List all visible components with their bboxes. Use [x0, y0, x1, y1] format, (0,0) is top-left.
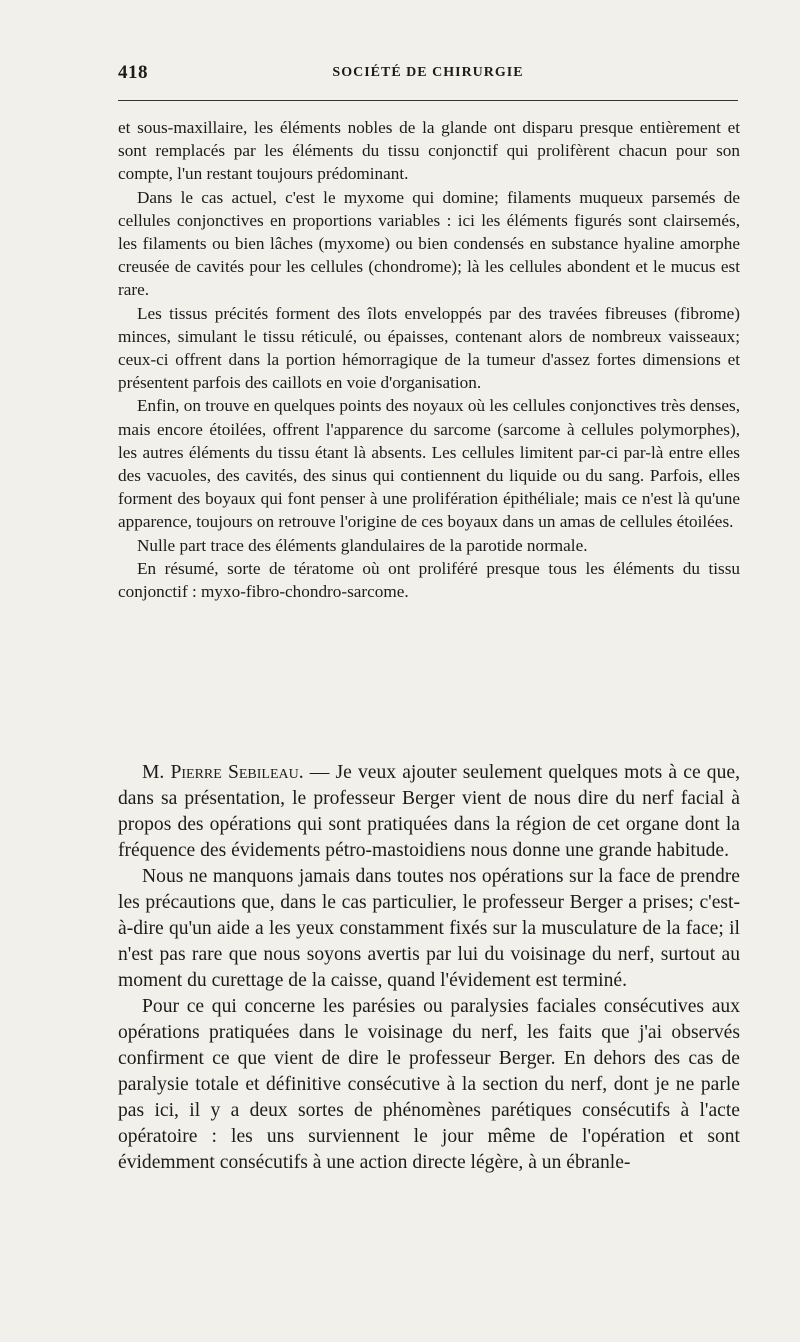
report-paragraph: Enfin, on trouve en quelques points des noyaux où les cellules conjonctives très denses, mais encore étoilées, offrent l'apparence du sarcome (sarcome à cellules polymorphes), les autres éléments du tissu étant là absents. Les cellules limitent par-ci par-là entre elles des vacuoles, des cavités, des sinus qui contiennent du liquide ou du sang. Parfois, elles forment des boyaux qui font penser à une prolifération épithéliale; mais ce n'est là qu'une apparence, toujours on retrouve l'origine de ces boyaux dans un amas de cellules étoilées.: [118, 396, 740, 532]
report-paragraph: En résumé, sorte de tératome où ont proliféré presque tous les éléments du tissu conjonctif : myxo-fibro-chondro-sarcome.: [118, 558, 740, 602]
report-paragraph: Les tissus précités forment des îlots enveloppés par des travées fibreuses (fibrome) minces, simulant le tissu réticulé, ou épaisses, contenant alors de nombreux vaisseaux; ceux-ci offrent dans la portion hémorragique de la tumeur d'assez fortes dimensions et présentent parfois des caillots en voie d'organisation.: [118, 303, 740, 393]
discussion-paragraph: Pour ce qui concerne les parésies ou paralysies faciales consécutives aux opérations pratiquées dans le voisinage du nerf, les faits que j'ai observés confirment ce que vient de dire le professeur Berger. En dehors des cas de paralysie totale et définitive consécutive à la section du nerf, dont je ne parle pas ici, il y a deux sortes de phénomènes parétiques consécutifs à l'acte opératoire : les uns surviennent le jour même de l'opération et sont évidemment consécutifs à une action directe légère, à un ébranle-: [118, 996, 740, 1173]
pathology-report: [118, 116, 740, 603]
report-paragraph: et sous-maxillaire, les éléments nobles de la glande ont disparu presque entièrement et sont remplacés par les éléments du tissu conjonctif qui prolifèrent chacun pour son compte, l'un restant toujours prédominant.: [118, 118, 740, 184]
report-paragraph: Dans le cas actuel, c'est le myxome qui domine; filaments muqueux parsemés de cellules conjonctives en proportions variables : ici les éléments figurés sont clairsemés, les filaments ou bien lâches (myxome) ou bien condensés en substance hyaline amorphe creusée de cavités pour les cellules (chondrome); là les cellules abondent et le mucus est rare.: [118, 187, 740, 300]
header-rule: [118, 100, 738, 101]
page-number: 418: [118, 62, 148, 83]
speaker-name: M. Pierre Sebileau.: [142, 762, 304, 783]
opening-text: — Je veux ajouter seulement quelques mots à ce que, dans sa présentation, le professeur Berger vient de nous dire du nerf facial à propos des opérations qui sont pratiquées dans la région de cet organe dont la fréquence des évidements pétro-mastoidiens nous donne une grande habitude.: [118, 762, 740, 861]
page-header: [118, 62, 738, 86]
report-paragraph: Nulle part trace des éléments glandulaires de la parotide normale.: [137, 535, 588, 555]
discussion-paragraph: Nous ne manquons jamais dans toutes nos opérations sur la face de prendre les précautions que, dans le cas particulier, le professeur Berger a prises; c'est-à-dire qu'un aide a les yeux constamment fixés sur la musculature de la face; il n'est pas rare que nous soyons avertis par lui du voisinage du nerf, surtout au moment du curettage de la caisse, quand l'évidement est terminé.: [118, 866, 740, 991]
running-title: SOCIÉTÉ DE CHIRURGIE: [332, 65, 524, 80]
discussion: [118, 760, 740, 1176]
discussion-opening: [118, 760, 740, 864]
